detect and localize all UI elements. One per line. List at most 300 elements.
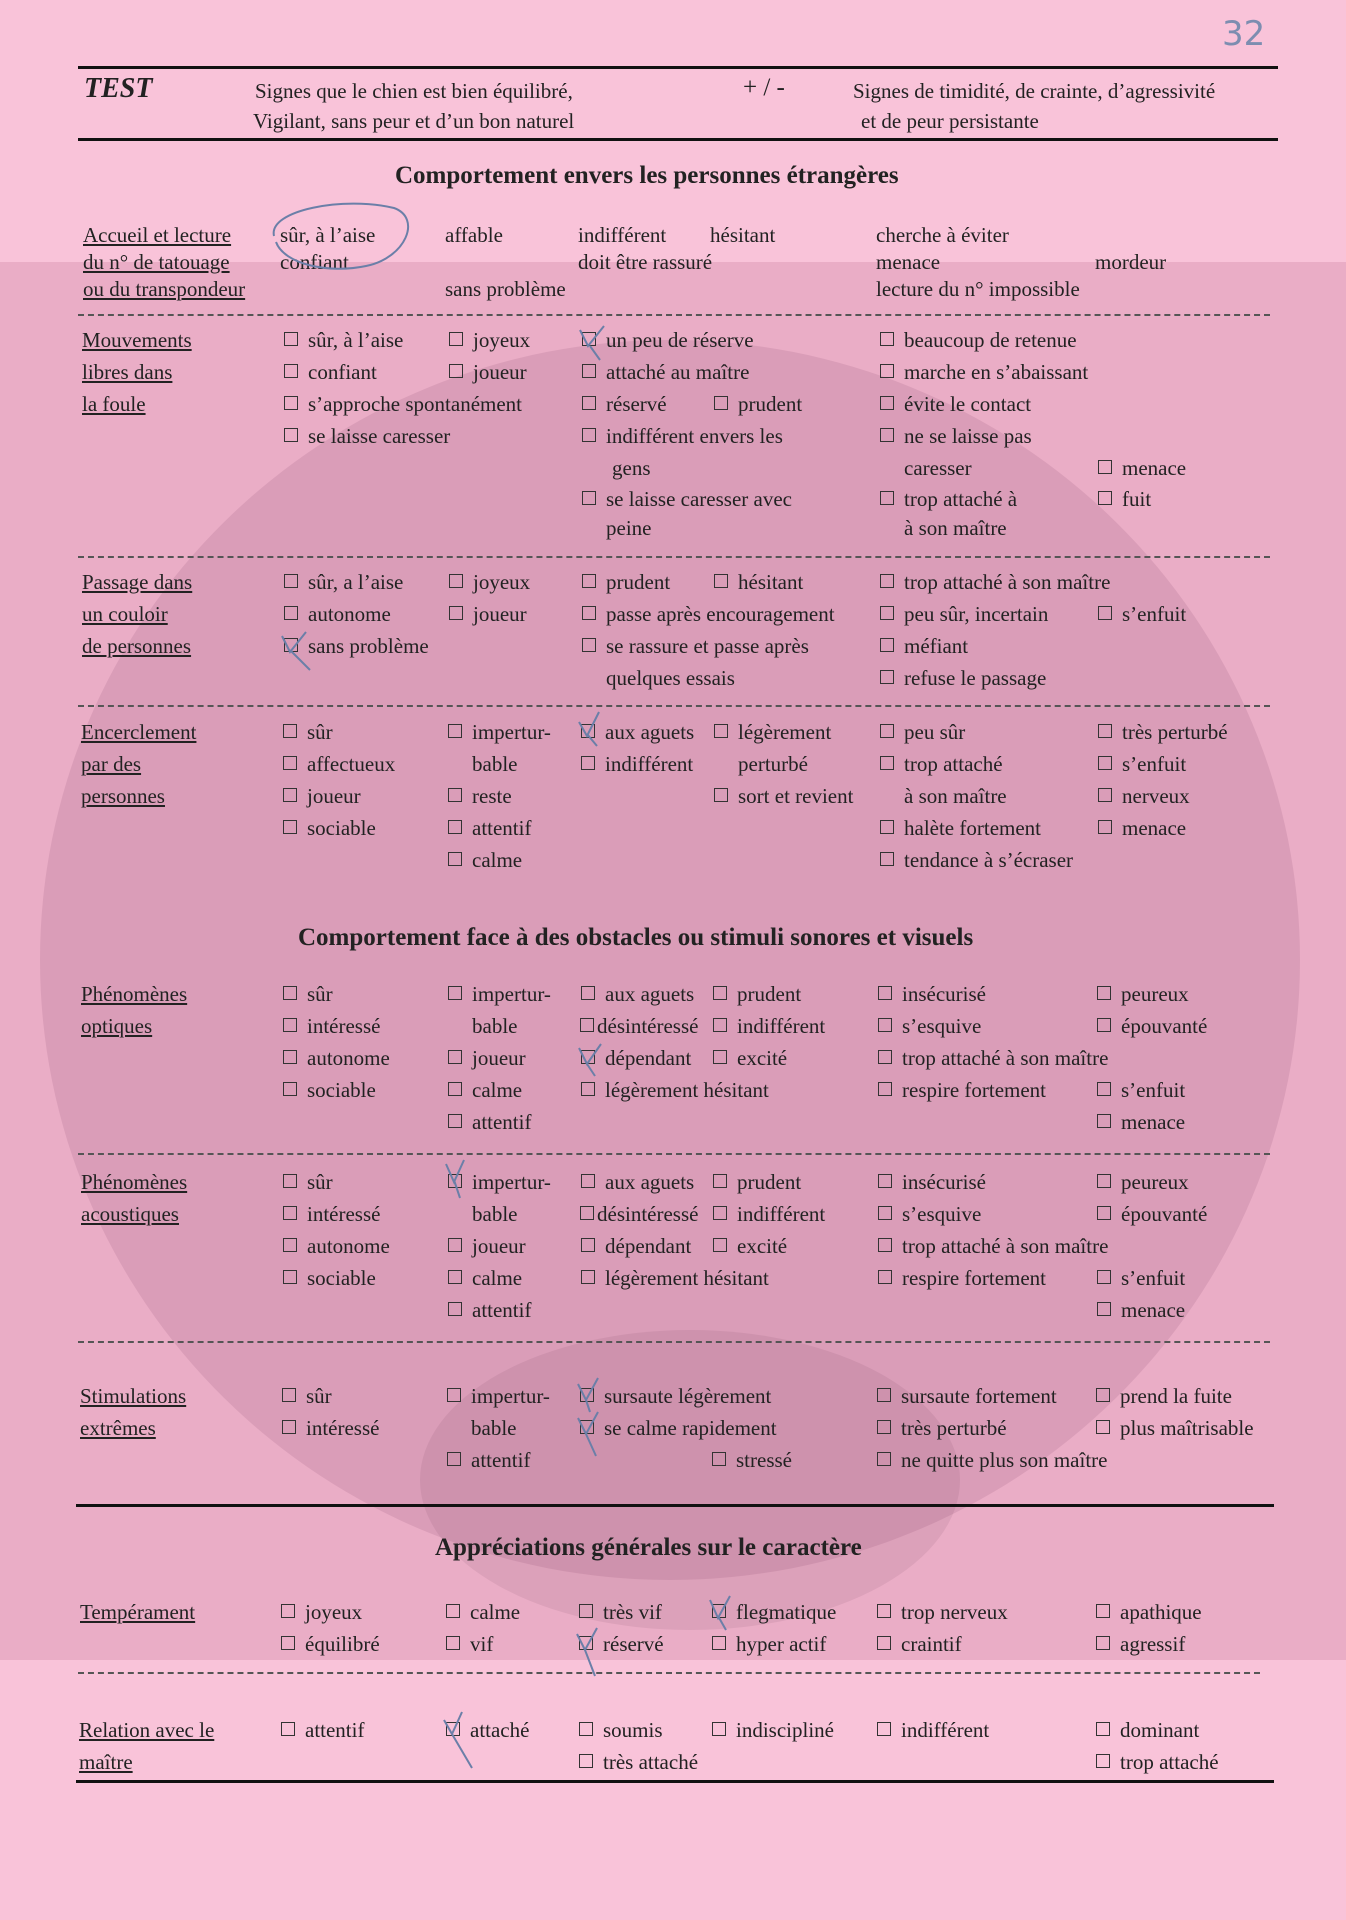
option-checkbox[interactable] xyxy=(581,986,595,1000)
option-label: sûr, à l’aise xyxy=(308,328,404,352)
option-label: halète fortement xyxy=(904,816,1042,840)
option-label: se laisse caresser avec xyxy=(606,487,792,511)
option-label: désintéressé xyxy=(597,1202,699,1226)
option-label: s’esquive xyxy=(902,1014,982,1038)
option-label: à son maître xyxy=(904,784,1007,808)
option-checkbox[interactable] xyxy=(878,986,892,1000)
form-bottom-rule xyxy=(76,1780,1274,1783)
option-label: confiant xyxy=(308,360,377,384)
row-label-encerclement: personnes xyxy=(81,784,165,808)
header-positive-line-1: Signes que le chien est bien équilibré, xyxy=(255,79,573,103)
option-label: bable xyxy=(471,1416,517,1440)
option-checkbox[interactable] xyxy=(713,1206,727,1220)
option-label: apathique xyxy=(1120,1600,1202,1624)
option-checkbox[interactable] xyxy=(878,1018,892,1032)
option-checkbox[interactable] xyxy=(283,1206,297,1220)
option-checkbox[interactable] xyxy=(448,1238,462,1252)
handwritten-check-mark xyxy=(577,1042,607,1076)
row-label-encerclement: Encerclement xyxy=(81,720,197,744)
option-label: autonome xyxy=(307,1234,390,1258)
row-label-passage: un couloir xyxy=(82,602,168,626)
row-label-stimulations: Stimulations xyxy=(80,1384,187,1408)
option-checkbox[interactable] xyxy=(448,820,462,834)
option-label: affable xyxy=(445,223,503,247)
option-checkbox[interactable] xyxy=(448,1114,462,1128)
header-test-label: TEST xyxy=(84,73,153,104)
option-checkbox[interactable] xyxy=(1097,1174,1111,1188)
option-label: ne quitte plus son maître xyxy=(901,1448,1108,1472)
header-bottom-rule xyxy=(78,138,1278,141)
option-label: s’enfuit xyxy=(1122,752,1187,776)
option-label: doit être rassuré xyxy=(578,250,713,274)
option-label: plus maîtrisable xyxy=(1120,1416,1254,1440)
option-label: très attaché xyxy=(603,1750,699,1774)
option-checkbox[interactable] xyxy=(880,332,894,346)
header-negative-line-1: Signes de timidité, de crainte, d’agressivité xyxy=(853,79,1216,103)
option-checkbox[interactable] xyxy=(713,1174,727,1188)
option-checkbox[interactable] xyxy=(449,606,463,620)
option-checkbox[interactable] xyxy=(880,574,894,588)
option-label: très perturbé xyxy=(901,1416,1007,1440)
option-checkbox[interactable] xyxy=(880,852,894,866)
option-checkbox[interactable] xyxy=(1096,1636,1110,1650)
option-label: fuit xyxy=(1122,487,1152,511)
option-label: passe après encouragement xyxy=(606,602,835,626)
option-checkbox[interactable] xyxy=(448,986,462,1000)
option-label: menace xyxy=(876,250,941,274)
row-label-temperament: Tempérament xyxy=(80,1600,196,1624)
option-label: dépendant xyxy=(605,1234,692,1258)
handwritten-check-mark xyxy=(576,1412,606,1446)
background-dog-photo xyxy=(420,1330,960,1630)
option-label: indiscipliné xyxy=(736,1718,834,1742)
row-label-passage: de personnes xyxy=(82,634,192,658)
row-label-accueil: du n° de tatouage xyxy=(83,250,230,274)
option-label: flegmatique xyxy=(736,1600,837,1624)
option-checkbox[interactable] xyxy=(446,1636,460,1650)
option-label: indifférent xyxy=(578,223,667,247)
option-label: respire fortement xyxy=(902,1266,1047,1290)
row-divider xyxy=(78,556,1270,558)
option-checkbox[interactable] xyxy=(448,1270,462,1284)
option-checkbox[interactable] xyxy=(582,396,596,410)
option-label: hésitant xyxy=(738,570,804,594)
option-checkbox[interactable] xyxy=(579,1722,593,1736)
option-checkbox[interactable] xyxy=(712,1722,726,1736)
option-label: se calme rapidement xyxy=(604,1416,777,1440)
option-label: sûr, à l’aise xyxy=(280,223,376,247)
option-label: menace xyxy=(1122,816,1187,840)
option-checkbox[interactable] xyxy=(714,396,728,410)
row-label-mouvements: la foule xyxy=(82,392,146,416)
option-label: marche en s’abaissant xyxy=(904,360,1089,384)
option-checkbox[interactable] xyxy=(284,364,298,378)
option-checkbox[interactable] xyxy=(447,1388,461,1402)
option-label: ne se laisse pas xyxy=(904,424,1032,448)
option-label: s’enfuit xyxy=(1121,1078,1186,1102)
option-checkbox[interactable] xyxy=(581,1270,595,1284)
option-checkbox[interactable] xyxy=(1096,1388,1110,1402)
row-label-optiques: optiques xyxy=(81,1014,153,1038)
option-label: tendance à s’écraser xyxy=(904,848,1074,872)
option-checkbox[interactable] xyxy=(1097,1206,1111,1220)
option-label: perturbé xyxy=(738,752,808,776)
option-checkbox[interactable] xyxy=(448,1082,462,1096)
option-label: hyper actif xyxy=(736,1632,827,1656)
option-checkbox[interactable] xyxy=(1098,724,1112,738)
handwritten-circle-mark xyxy=(266,198,416,274)
option-label: épouvanté xyxy=(1121,1014,1208,1038)
option-label: peu sûr, incertain xyxy=(904,602,1049,626)
option-checkbox[interactable] xyxy=(282,1388,296,1402)
option-label: épouvanté xyxy=(1121,1202,1208,1226)
row-divider xyxy=(78,1672,1260,1674)
option-checkbox[interactable] xyxy=(284,428,298,442)
row-label-accueil: ou du transpondeur xyxy=(83,277,246,301)
row-label-relation: maître xyxy=(79,1750,133,1774)
option-checkbox[interactable] xyxy=(283,1018,297,1032)
option-label: sûr xyxy=(307,982,333,1006)
option-checkbox[interactable] xyxy=(581,1238,595,1252)
option-checkbox[interactable] xyxy=(880,756,894,770)
option-checkbox[interactable] xyxy=(448,1050,462,1064)
option-checkbox[interactable] xyxy=(580,1018,594,1032)
option-label: lecture du n° impossible xyxy=(876,277,1080,301)
option-checkbox[interactable] xyxy=(880,364,894,378)
option-label: peureux xyxy=(1121,982,1189,1006)
option-checkbox[interactable] xyxy=(582,364,596,378)
option-label: trop attaché xyxy=(904,752,1003,776)
handwritten-check-mark xyxy=(280,630,310,664)
option-label: attaché au maître xyxy=(606,360,750,384)
option-checkbox[interactable] xyxy=(714,574,728,588)
option-label: réservé xyxy=(603,1632,664,1656)
option-label: trop attaché à son maître xyxy=(904,570,1111,594)
option-label: joyeux xyxy=(473,570,531,594)
option-checkbox[interactable] xyxy=(714,788,728,802)
option-checkbox[interactable] xyxy=(713,986,727,1000)
option-label: sûr, a l’aise xyxy=(308,570,404,594)
option-label: sûr xyxy=(307,1170,333,1194)
option-checkbox[interactable] xyxy=(878,1270,892,1284)
option-label: attentif xyxy=(472,1298,532,1322)
option-label: calme xyxy=(472,1078,523,1102)
option-checkbox[interactable] xyxy=(283,1174,297,1188)
option-checkbox[interactable] xyxy=(284,574,298,588)
header-sign-column: + / - xyxy=(743,74,785,101)
option-label: prudent xyxy=(606,570,671,594)
option-label: attaché xyxy=(470,1718,530,1742)
option-checkbox[interactable] xyxy=(582,491,596,505)
row-divider xyxy=(78,1341,1270,1343)
row-label-acoustiques: acoustiques xyxy=(81,1202,179,1226)
header-top-rule xyxy=(78,66,1278,69)
option-checkbox[interactable] xyxy=(283,788,297,802)
option-label: joueur xyxy=(473,360,527,384)
option-checkbox[interactable] xyxy=(447,1452,461,1466)
option-checkbox[interactable] xyxy=(446,1604,460,1618)
option-checkbox[interactable] xyxy=(878,1206,892,1220)
option-label: indifférent xyxy=(901,1718,990,1742)
option-label: sociable xyxy=(307,816,376,840)
option-label: très perturbé xyxy=(1122,720,1228,744)
option-label: équilibré xyxy=(305,1632,380,1656)
option-label: trop attaché à son maître xyxy=(902,1234,1109,1258)
option-checkbox[interactable] xyxy=(880,638,894,652)
handwritten-check-mark xyxy=(708,1596,738,1630)
option-label: intéressé xyxy=(307,1014,381,1038)
option-label: attentif xyxy=(305,1718,365,1742)
option-checkbox[interactable] xyxy=(581,756,595,770)
option-checkbox[interactable] xyxy=(877,1604,891,1618)
option-checkbox[interactable] xyxy=(582,606,596,620)
option-checkbox[interactable] xyxy=(1097,1270,1111,1284)
option-checkbox[interactable] xyxy=(880,396,894,410)
option-label: calme xyxy=(472,848,523,872)
option-label: trop attaché à xyxy=(904,487,1018,511)
option-label: beaucoup de retenue xyxy=(904,328,1077,352)
option-checkbox[interactable] xyxy=(880,606,894,620)
option-checkbox[interactable] xyxy=(283,724,297,738)
option-label: caresser xyxy=(904,456,972,480)
option-checkbox[interactable] xyxy=(283,756,297,770)
option-checkbox[interactable] xyxy=(581,1174,595,1188)
row-label-mouvements: Mouvements xyxy=(82,328,192,352)
option-label: hésitant xyxy=(710,223,776,247)
option-checkbox[interactable] xyxy=(877,1636,891,1650)
header-negative-line-2: et de peur persistante xyxy=(861,109,1039,133)
option-label: indifférent xyxy=(737,1014,826,1038)
option-checkbox[interactable] xyxy=(880,428,894,442)
option-label: autonome xyxy=(308,602,391,626)
option-label: sursaute fortement xyxy=(901,1384,1057,1408)
header-positive-line-2: Vigilant, sans peur et d’un bon naturel xyxy=(253,109,575,133)
option-label: aux aguets xyxy=(605,1170,695,1194)
option-checkbox[interactable] xyxy=(1098,756,1112,770)
option-label: attentif xyxy=(471,1448,531,1472)
row-divider xyxy=(78,705,1270,707)
option-checkbox[interactable] xyxy=(877,1420,891,1434)
option-label: vif xyxy=(470,1632,494,1656)
option-checkbox[interactable] xyxy=(284,332,298,346)
option-checkbox[interactable] xyxy=(1096,1604,1110,1618)
option-checkbox[interactable] xyxy=(1096,1754,1110,1768)
option-label: joueur xyxy=(473,602,527,626)
section-title-obstacles: Comportement face à des obstacles ou stimuli sonores et visuels xyxy=(298,924,974,951)
option-label: intéressé xyxy=(307,1202,381,1226)
option-checkbox[interactable] xyxy=(449,332,463,346)
option-label: sans problème xyxy=(445,277,566,301)
option-checkbox[interactable] xyxy=(1098,460,1112,474)
row-label-optiques: Phénomènes xyxy=(81,982,188,1006)
option-label: joyeux xyxy=(305,1600,363,1624)
option-checkbox[interactable] xyxy=(712,1636,726,1650)
option-checkbox[interactable] xyxy=(448,1302,462,1316)
option-label: se rassure et passe après xyxy=(606,634,809,658)
option-label: prudent xyxy=(737,1170,802,1194)
option-label: dominant xyxy=(1120,1718,1200,1742)
option-checkbox[interactable] xyxy=(713,1018,727,1032)
option-checkbox[interactable] xyxy=(878,1174,892,1188)
option-checkbox[interactable] xyxy=(283,1238,297,1252)
option-label: cherche à éviter xyxy=(876,223,1009,247)
option-checkbox[interactable] xyxy=(1098,788,1112,802)
option-label: peureux xyxy=(1121,1170,1189,1194)
option-checkbox[interactable] xyxy=(878,1238,892,1252)
option-label: trop attaché à son maître xyxy=(902,1046,1109,1070)
handwritten-check-mark xyxy=(578,324,608,358)
row-label-stimulations: extrêmes xyxy=(80,1416,156,1440)
option-checkbox[interactable] xyxy=(880,670,894,684)
option-label: à son maître xyxy=(904,516,1007,540)
option-checkbox[interactable] xyxy=(284,396,298,410)
row-label-relation: Relation avec le xyxy=(79,1718,215,1742)
option-label: refuse le passage xyxy=(904,666,1047,690)
option-label: joueur xyxy=(472,1234,526,1258)
option-label: insécurisé xyxy=(902,1170,986,1194)
option-label: prend la fuite xyxy=(1120,1384,1232,1408)
option-checkbox[interactable] xyxy=(713,1238,727,1252)
option-label: respire fortement xyxy=(902,1078,1047,1102)
option-checkbox[interactable] xyxy=(283,1082,297,1096)
option-label: soumis xyxy=(603,1718,663,1742)
handwritten-check-mark xyxy=(577,712,607,746)
section-title-strangers: Comportement envers les personnes étrangères xyxy=(395,162,899,189)
option-checkbox[interactable] xyxy=(582,428,596,442)
page-number: 32 xyxy=(1222,14,1266,54)
option-checkbox[interactable] xyxy=(281,1722,295,1736)
option-label: s’esquive xyxy=(902,1202,982,1226)
option-checkbox[interactable] xyxy=(449,364,463,378)
option-label: joueur xyxy=(307,784,361,808)
option-checkbox[interactable] xyxy=(1098,491,1112,505)
handwritten-check-mark xyxy=(442,1712,472,1746)
option-label: impertur- xyxy=(472,982,551,1006)
option-checkbox[interactable] xyxy=(1097,1302,1111,1316)
option-label: sociable xyxy=(307,1078,376,1102)
handwritten-check-mark xyxy=(575,1628,605,1662)
option-checkbox[interactable] xyxy=(1096,1722,1110,1736)
option-checkbox[interactable] xyxy=(579,1604,593,1618)
option-label: gens xyxy=(612,456,651,480)
option-label: calme xyxy=(470,1600,521,1624)
row-divider xyxy=(78,314,1270,316)
option-label: s’enfuit xyxy=(1121,1266,1186,1290)
option-checkbox[interactable] xyxy=(580,1206,594,1220)
option-label: désintéressé xyxy=(597,1014,699,1038)
option-label: quelques essais xyxy=(606,666,735,690)
option-label: reste xyxy=(472,784,512,808)
option-checkbox[interactable] xyxy=(581,1082,595,1096)
option-checkbox[interactable] xyxy=(448,724,462,738)
option-label: menace xyxy=(1121,1110,1186,1134)
option-checkbox[interactable] xyxy=(283,820,297,834)
option-label: légèrement hésitant xyxy=(605,1078,769,1102)
handwritten-check-mark xyxy=(444,1160,474,1194)
option-checkbox[interactable] xyxy=(449,574,463,588)
option-checkbox[interactable] xyxy=(282,1420,296,1434)
option-label: impertur- xyxy=(471,1384,550,1408)
option-label: nerveux xyxy=(1122,784,1190,808)
option-label: indifférent xyxy=(737,1202,826,1226)
option-checkbox[interactable] xyxy=(880,820,894,834)
option-checkbox[interactable] xyxy=(712,1452,726,1466)
option-label: joueur xyxy=(472,1046,526,1070)
option-label: indifférent envers les xyxy=(606,424,783,448)
option-label: stressé xyxy=(736,1448,792,1472)
option-checkbox[interactable] xyxy=(880,491,894,505)
option-checkbox[interactable] xyxy=(448,788,462,802)
option-label: bable xyxy=(472,1014,518,1038)
option-checkbox[interactable] xyxy=(582,638,596,652)
option-label: mordeur xyxy=(1095,250,1167,274)
option-label: sûr xyxy=(306,1384,332,1408)
option-label: attentif xyxy=(472,816,532,840)
option-checkbox[interactable] xyxy=(1097,1082,1111,1096)
option-label: aux aguets xyxy=(605,720,695,744)
option-label: s’approche spontanément xyxy=(308,392,523,416)
option-checkbox[interactable] xyxy=(1098,606,1112,620)
option-label: menace xyxy=(1121,1298,1186,1322)
option-label: sort et revient xyxy=(738,784,854,808)
option-checkbox[interactable] xyxy=(880,724,894,738)
option-label: trop nerveux xyxy=(901,1600,1008,1624)
section-title-character: Appréciations générales sur le caractère xyxy=(435,1534,862,1561)
option-checkbox[interactable] xyxy=(283,1270,297,1284)
option-checkbox[interactable] xyxy=(878,1050,892,1064)
option-checkbox[interactable] xyxy=(283,986,297,1000)
option-checkbox[interactable] xyxy=(878,1082,892,1096)
option-checkbox[interactable] xyxy=(877,1722,891,1736)
option-checkbox[interactable] xyxy=(284,606,298,620)
row-divider xyxy=(78,1153,1270,1155)
option-label: joyeux xyxy=(473,328,531,352)
option-checkbox[interactable] xyxy=(877,1452,891,1466)
option-label: menace xyxy=(1122,456,1187,480)
section-rule xyxy=(76,1504,1274,1507)
row-label-passage: Passage dans xyxy=(82,570,193,594)
option-checkbox[interactable] xyxy=(579,1754,593,1768)
option-checkbox[interactable] xyxy=(281,1636,295,1650)
option-label: autonome xyxy=(307,1046,390,1070)
option-label: impertur- xyxy=(472,720,551,744)
option-checkbox[interactable] xyxy=(582,574,596,588)
option-checkbox[interactable] xyxy=(1097,1018,1111,1032)
option-label: sociable xyxy=(307,1266,376,1290)
option-checkbox[interactable] xyxy=(448,852,462,866)
option-checkbox[interactable] xyxy=(1098,820,1112,834)
option-label: sans problème xyxy=(308,634,429,658)
option-checkbox[interactable] xyxy=(1096,1420,1110,1434)
option-label: indifférent xyxy=(605,752,694,776)
option-label: réservé xyxy=(606,392,667,416)
option-checkbox[interactable] xyxy=(283,1050,297,1064)
option-label: excité xyxy=(737,1234,788,1258)
handwritten-check-mark xyxy=(576,1378,606,1412)
option-checkbox[interactable] xyxy=(1097,1114,1111,1128)
option-checkbox[interactable] xyxy=(713,1050,727,1064)
option-label: craintif xyxy=(901,1632,962,1656)
option-label: sûr xyxy=(307,720,333,744)
option-label: méfiant xyxy=(904,634,969,658)
option-label: prudent xyxy=(738,392,803,416)
option-label: sursaute légèrement xyxy=(604,1384,772,1408)
option-checkbox[interactable] xyxy=(877,1388,891,1402)
option-checkbox[interactable] xyxy=(1097,986,1111,1000)
option-label: affectueux xyxy=(307,752,396,776)
option-checkbox[interactable] xyxy=(714,724,728,738)
option-checkbox[interactable] xyxy=(281,1604,295,1618)
